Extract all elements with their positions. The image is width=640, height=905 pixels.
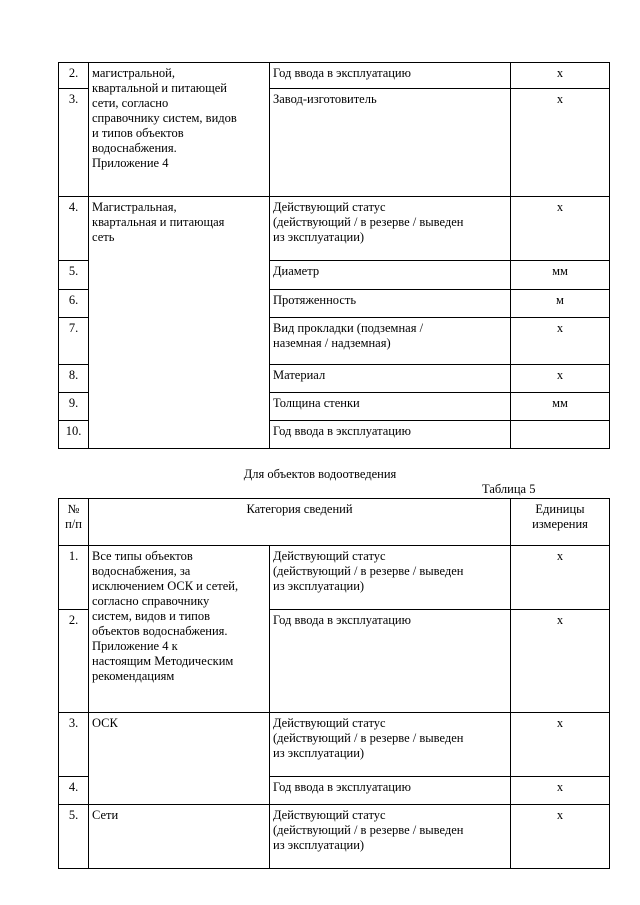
- item-cell: Диаметр: [270, 261, 511, 290]
- item-cell: Год ввода в эксплуатацию: [270, 421, 511, 449]
- row-number: 2.: [59, 610, 89, 713]
- unit-cell: х: [511, 777, 610, 805]
- row-number: 1.: [59, 546, 89, 610]
- unit-cell: х: [511, 546, 610, 610]
- unit-cell: х: [511, 318, 610, 365]
- unit-cell: х: [511, 713, 610, 777]
- table-wastewater: [58, 498, 610, 869]
- item-cell: Год ввода в эксплуатацию: [270, 777, 511, 805]
- row-number: 2.: [59, 63, 89, 89]
- table-label: Таблица 5: [482, 482, 536, 496]
- row-number: 5.: [59, 261, 89, 290]
- header-unit: Единицы измерения: [511, 499, 610, 546]
- row-number: 6.: [59, 290, 89, 318]
- unit-cell: [511, 421, 610, 449]
- table-row: [59, 197, 610, 261]
- header-number: № п/п: [59, 499, 89, 546]
- table-header-row: [59, 499, 610, 546]
- row-number: 10.: [59, 421, 89, 449]
- table-row: [59, 63, 610, 89]
- item-cell: Действующий статус (действующий / в резерве / выведен из эксплуатации): [270, 713, 511, 777]
- category-cell: магистральной, квартальной и питающей сети, согласно справочнику систем, видов и типов объектов водоснабжения. Приложение 4: [89, 63, 270, 197]
- table-row: [59, 713, 610, 777]
- row-number: 4.: [59, 197, 89, 261]
- item-cell: Действующий статус (действующий / в резерве / выведен из эксплуатации): [270, 197, 511, 261]
- unit-cell: м: [511, 290, 610, 318]
- header-category: Категория сведений: [89, 499, 511, 546]
- unit-cell: х: [511, 63, 610, 89]
- row-number: 7.: [59, 318, 89, 365]
- item-cell: Завод-изготовитель: [270, 89, 511, 197]
- unit-cell: х: [511, 197, 610, 261]
- table-water-supply-continued: [58, 62, 610, 449]
- unit-cell: х: [511, 610, 610, 713]
- table-row: [59, 805, 610, 869]
- row-number: 3.: [59, 713, 89, 777]
- row-number: 5.: [59, 805, 89, 869]
- item-cell: Год ввода в эксплуатацию: [270, 610, 511, 713]
- row-number: 8.: [59, 365, 89, 393]
- item-cell: Толщина стенки: [270, 393, 511, 421]
- unit-cell: х: [511, 365, 610, 393]
- unit-cell: мм: [511, 261, 610, 290]
- category-cell: Сети: [89, 805, 270, 869]
- item-cell: Вид прокладки (подземная / наземная / надземная): [270, 318, 511, 365]
- unit-cell: х: [511, 89, 610, 197]
- item-cell: Материал: [270, 365, 511, 393]
- item-cell: Протяженность: [270, 290, 511, 318]
- table-row: [59, 546, 610, 610]
- row-number: 9.: [59, 393, 89, 421]
- section-title: Для объектов водоотведения: [243, 467, 397, 481]
- row-number: 4.: [59, 777, 89, 805]
- category-cell: ОСК: [89, 713, 270, 805]
- item-cell: Год ввода в эксплуатацию: [270, 63, 511, 89]
- unit-cell: х: [511, 805, 610, 869]
- item-cell: Действующий статус (действующий / в резерве / выведен из эксплуатации): [270, 546, 511, 610]
- row-number: 3.: [59, 89, 89, 197]
- category-cell: Магистральная, квартальная и питающая сеть: [89, 197, 270, 449]
- category-cell: Все типы объектов водоснабжения, за исключением ОСК и сетей, согласно справочнику систем, видов и типов объектов водоснабжения. Приложение 4 к настоящим Методическим рекомендациям: [89, 546, 270, 713]
- item-cell: Действующий статус (действующий / в резерве / выведен из эксплуатации): [270, 805, 511, 869]
- unit-cell: мм: [511, 393, 610, 421]
